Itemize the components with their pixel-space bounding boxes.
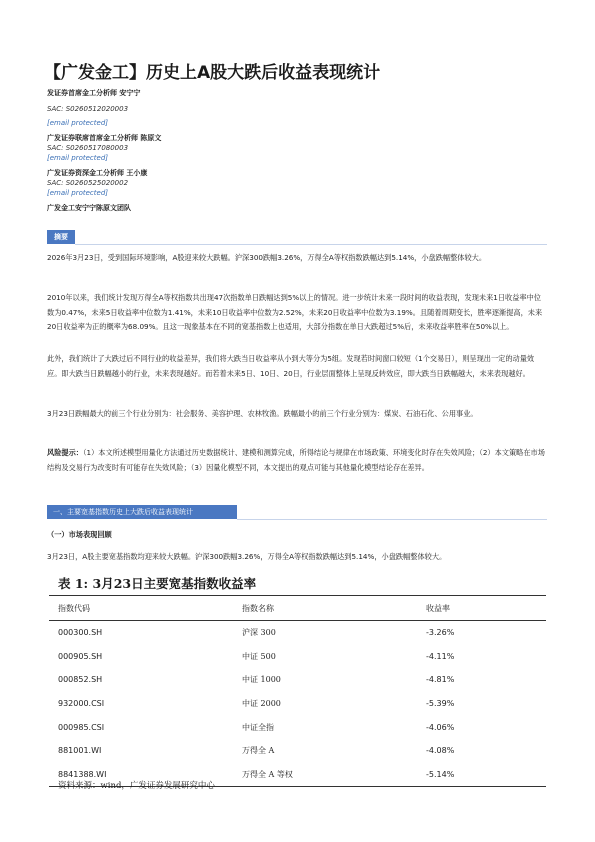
cell-return: -4.06%: [426, 722, 455, 732]
risk-warning-label: 风险提示：: [47, 448, 83, 457]
author-sac: SAC: S0260525020002: [47, 179, 129, 187]
abstract-paragraph-4: 3月23日跌幅最大的前三个行业分别为：社会服务、美容护理、农林牧渔。跌幅最小的前三个行业分别为：煤炭、石油石化、公用事业。: [47, 409, 478, 418]
cell-code: 000300.SH: [58, 628, 103, 638]
table-title: 表 1: 3月23日主要宽基指数收益率: [58, 576, 257, 591]
cell-return: -3.26%: [426, 628, 455, 638]
table-row: [49, 715, 546, 739]
table-source-note: 资料来源：wind，广发证券发展研究中心: [58, 781, 215, 791]
abstract-paragraph-1: 2026年3月23日，受到国际环境影响，A股迎来较大跌幅。沪深300跌幅3.26%，万得全A等权指数跌幅达到5.14%，小盘跌幅整体较大。: [47, 253, 487, 262]
header-index-code: 指数代码: [49, 596, 241, 621]
cell-code: 8841388.WI: [49, 763, 241, 787]
author-name: 广发证券联席首席金工分析师 陈原文: [47, 134, 162, 142]
cell-code: 000985.CSI: [58, 722, 105, 732]
cell-name: 中证全指: [242, 722, 274, 732]
table-header-row: [49, 596, 546, 621]
section-header: [47, 505, 547, 519]
section-paragraph: 3月23日，A股主要宽基指数均迎来较大跌幅。沪深300跌幅3.26%，万得全A等权指数跌幅达到5.14%，小盘跌幅整体较大。: [47, 552, 447, 561]
cell-name: 沪深 300: [242, 628, 276, 638]
cell-name: 中证 1000: [242, 675, 281, 685]
author-block: [47, 88, 567, 213]
cell-name: 万得全 A: [242, 746, 275, 756]
cell-name: 万得全 A 等权: [241, 763, 425, 787]
author-sac: SAC: S0260517080003: [47, 144, 129, 152]
cell-return: -4.81%: [426, 675, 455, 685]
cell-return: -4.11%: [426, 651, 455, 661]
header-index-name: 指数名称: [241, 596, 425, 621]
author-1: [47, 88, 567, 128]
cell-return: -4.08%: [426, 746, 455, 756]
author-2: [47, 133, 567, 163]
table-row: [49, 739, 546, 763]
section-tag: 一、主要宽基指数历史上大跌后收益表现统计: [47, 505, 237, 519]
risk-warning: [47, 446, 547, 475]
cell-code: 000905.SH: [58, 651, 103, 661]
author-name: 广发证券资深金工分析师 王小康: [47, 169, 148, 177]
table-row: [49, 668, 546, 692]
cell-code: 000852.SH: [58, 675, 103, 685]
abstract-tag: 摘要: [47, 230, 75, 244]
section-divider: [237, 519, 547, 520]
abstract-paragraph-2: 2010年以来，我们统计发现万得全A等权指数共出现47次指数单日跌幅达到5%以上的情况。进一步统计未来一段时间的收益表现，发现未来1日收益率中位数为0.47%，未来5日收益率中位数为1.41%，未来10日收益率中位数为2.52%，未来20日收益率中位数为3.19%。且随着周期变长，胜率逐渐提高，未来20日收益率为正的概率为68.09%。且这一现象基本在不同的宽基指数上也适用，大部分指数在单日大跌超过5%后，未来收益率胜率在50%以上。: [47, 293, 543, 331]
abstract-divider: [75, 244, 547, 245]
subsection-heading: （一）市场表现回顾: [47, 530, 112, 539]
author-3: [47, 168, 567, 198]
index-return-table: [49, 595, 546, 787]
header-return: 收益率: [425, 596, 546, 621]
table-row: [49, 621, 546, 645]
table-row: [49, 692, 546, 716]
team-name: 广发金工安宁宁陈原文团队: [47, 204, 131, 212]
cell-return: -5.14%: [425, 763, 546, 787]
cell-name: 中证 500: [242, 651, 276, 661]
author-name: 发证券首席金工分析师 安宁宁: [47, 89, 141, 97]
table-row: [49, 645, 546, 669]
author-email-link[interactable]: [email protected]: [47, 189, 108, 197]
page-title: 【广发金工】历史上A股大跌后收益表现统计: [44, 63, 381, 83]
author-email-link[interactable]: [email protected]: [47, 154, 108, 162]
cell-return: -5.39%: [426, 699, 455, 709]
risk-warning-text: （1）本文所述模型用量化方法通过历史数据统计、建模和测算完成，所得结论与规律在市场政策、环境变化时存在失效风险；（2）本文策略在市场结构及交易行为改变时有可能存在失效风险；（3）因量化模型不同，本文提出的观点可能与其他量化模型结论存在差异。: [47, 448, 545, 472]
cell-code: 932000.CSI: [58, 699, 105, 709]
cell-code: 881001.WI: [58, 746, 102, 756]
abstract-paragraph-3: 此外，我们统计了大跌过后不同行业的收益差异，我们将大跌当日收益率从小到大等分为5组。发现若时间窗口较短（1个交易日），则呈现出一定的动量效应。即大跌当日跌幅越小的行业，未来表现越好。而若着未来5日、10日、20日，行业层面整体上呈现反转效应，即大跌当日跌幅越大，未来表现越好。: [47, 354, 535, 378]
author-email-link[interactable]: [email protected]: [47, 119, 108, 127]
cell-name: 中证 2000: [242, 699, 281, 709]
author-sac: SAC: S0260512020003: [47, 105, 129, 113]
